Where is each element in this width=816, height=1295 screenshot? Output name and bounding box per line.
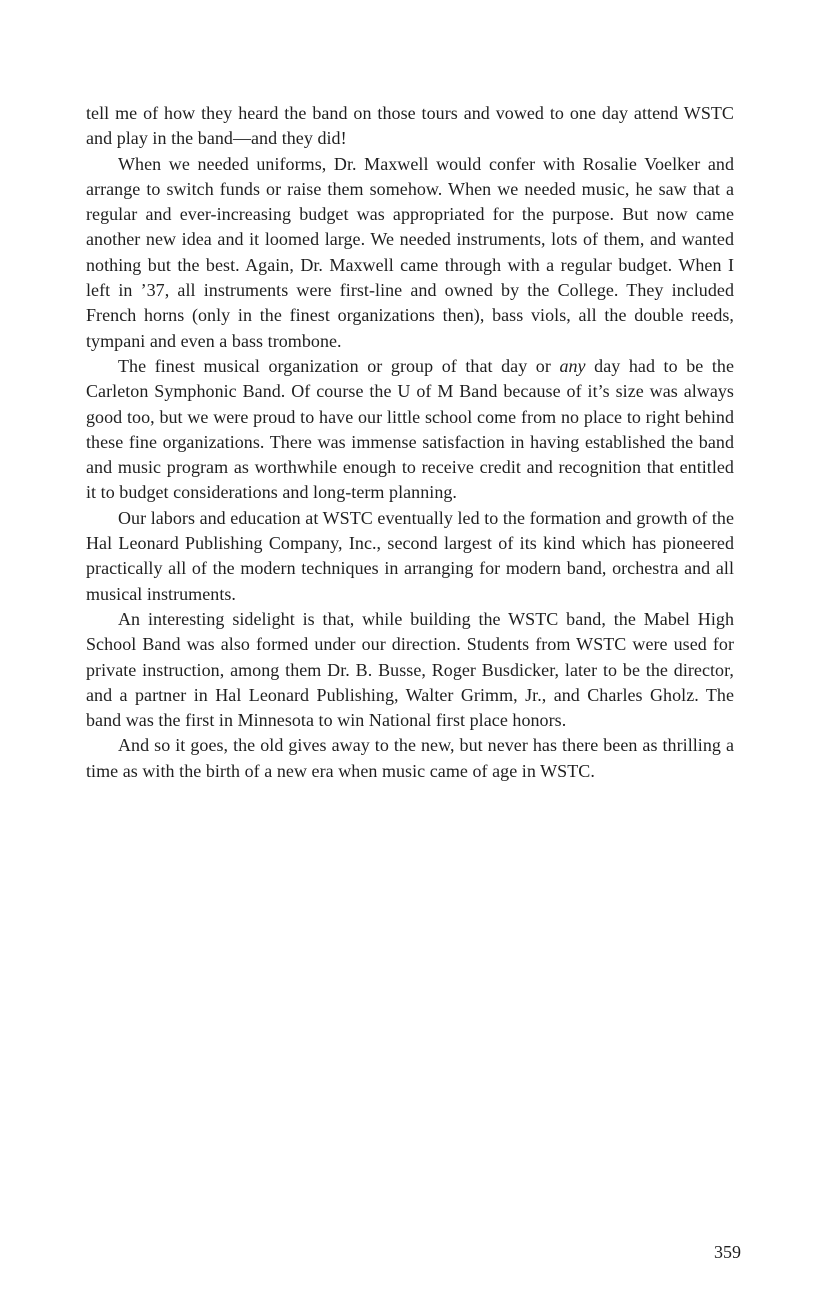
body-text (86, 101, 734, 784)
paragraph-2: When we needed uniforms, Dr. Maxwell would confer with Rosalie Voelker and arrange to switch funds or raise them somehow. When we needed music, he saw that a regular and ever-increasing budget was appropriated for the purpose. But now came another new idea and it loomed large. We needed instruments, lots of them, and wanted nothing but the best. Again, Dr. Maxwell came through with a regular budget. When I left in ’37, all instruments were first-line and owned by the College. They included French horns (only in the finest organizations then), bass viols, all the double reeds, tympani and even a bass trombone. (86, 153, 734, 351)
paragraph-1: tell me of how they heard the band on those tours and vowed to one day attend WSTC and play in the band—and they did! (86, 103, 734, 149)
paragraph-4: Our labors and education at WSTC eventually led to the formation and growth of the Hal Leonard Publishing Company, Inc., second largest of its kind which has pioneered practically all of the modern techniques in arranging for modern band, orchestra and all musical instruments. (86, 507, 734, 604)
paragraph-3 (86, 354, 734, 506)
paragraph-3-before: The finest musical organization or group of that day or (118, 355, 560, 376)
page-number: 359 (714, 1242, 741, 1262)
paragraph-3-emphasis: any (559, 355, 586, 376)
paragraph-3-after: day had to be the Carleton Symphonic Band. Of course the U of M Band because of it’s size was always good too, but we were proud to have our little school come from no place to right behind these fine organizations. There was immense satisfaction in having established the band and music program as worthwhile enough to receive credit and recognition that entitled it to budget considerations and long-term planning. (86, 355, 734, 503)
paragraph-6: And so it goes, the old gives away to the new, but never has there been as thrilling a time as with the birth of a new era when music came of age in WSTC. (86, 735, 734, 781)
paragraph-5: An interesting sidelight is that, while building the WSTC band, the Mabel High School Band was also formed under our direction. Students from WSTC were used for private instruction, among them Dr. B. Busse, Roger Busdicker, later to be the director, and a partner in Hal Leonard Publishing, Walter Grimm, Jr., and Charles Gholz. The band was the first in Minnesota to win National first place honors. (86, 608, 734, 731)
